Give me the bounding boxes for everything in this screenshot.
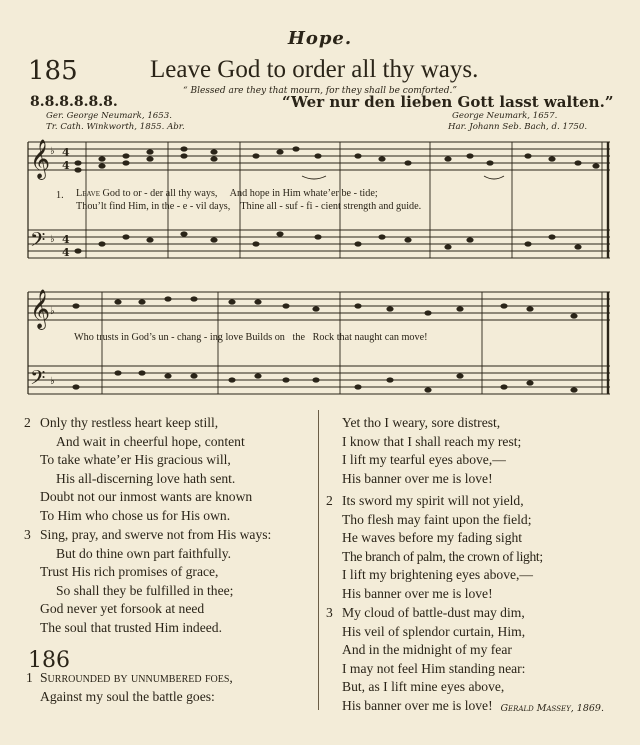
verse-line: Yet tho I weary, sore distrest, (342, 415, 501, 430)
verse-line: To take whate’er His gracious will, (40, 452, 231, 468)
verse-line: To Him who chose us for His own. (40, 507, 231, 523)
syllable: whate’er (303, 188, 339, 199)
syllable: vil (195, 201, 207, 212)
verse-line: Only thy restless heart keep still, (40, 415, 219, 430)
verse-line: So shall they be fulfilled in thee; (56, 582, 234, 598)
syllable: Rock (312, 332, 335, 343)
verse-line: But, as I lift mine eyes above, (342, 679, 505, 695)
treble-clef-icon: 𝄞 (30, 139, 51, 179)
syllable: - (353, 188, 358, 199)
hymn-number-186: 186 (28, 648, 70, 673)
verse-line: And in the midnight of my fear (342, 642, 512, 658)
syllable: - (300, 201, 304, 212)
verse-line: He waves before my fading sight (342, 530, 523, 546)
svg-text:4: 4 (62, 246, 70, 259)
verse-line: I lift my tearful eyes above,— (342, 452, 506, 468)
syllable: strength (343, 201, 377, 212)
verse-line: Doubt not our inmost wants are known (40, 489, 253, 505)
verse-line: His banner over me is love! (342, 697, 493, 713)
original-title: “Wer nur den lieben Gott lasst walten.” (282, 93, 614, 111)
bass-clef-icon: 𝄢 (30, 228, 46, 256)
syllable: the (161, 201, 175, 212)
verse-number: 3 (24, 527, 31, 542)
syllable: - (176, 201, 181, 212)
verse-line: His banner over me is love! (342, 470, 493, 486)
verse-1-continued (342, 414, 638, 488)
syllable: fi (306, 201, 313, 212)
verse-line: Its sword my spirit will not yield, (342, 493, 524, 508)
syllable: to (122, 188, 131, 199)
syllable: Thine (240, 201, 265, 212)
syllable: in (272, 188, 281, 199)
verse-line: His banner over me is love! (342, 585, 493, 601)
verse-number: 2 (326, 493, 333, 508)
syllable: ing (209, 332, 223, 343)
syllable: all (165, 188, 176, 199)
svg-text:4: 4 (62, 159, 70, 172)
verse-line: God never yet forsook at need (40, 601, 205, 617)
syllable: love (225, 332, 243, 343)
syllable: chang (177, 332, 202, 343)
staff-system2-treble (28, 292, 610, 320)
credit-harmonizer: Har. Johann Seb. Bach, d. 1750. (448, 122, 588, 132)
verse-line: His veil of splendor curtain, Him, (342, 623, 526, 639)
verse-number: 2 (24, 415, 31, 430)
syllable: cient (321, 201, 341, 212)
syllable: ways, (193, 188, 218, 199)
hymn-title: Leave God to order all thy ways. (150, 56, 479, 83)
syllable: Him (282, 188, 301, 199)
verse-line: I lift my brightening eyes above,— (342, 567, 534, 583)
verse-line: And wait in cheerful hope, content (56, 433, 245, 449)
syllable: - (203, 332, 208, 343)
syllable: in (151, 201, 160, 212)
syllable: tide; (359, 188, 378, 199)
meter: 8.8.8.8.8.8. (30, 94, 118, 110)
svg-text:♭: ♭ (50, 376, 55, 387)
syllable: or (133, 188, 142, 199)
syllable: trusts (96, 332, 119, 343)
credit-tune-composer: George Neumark, 1657. (452, 111, 558, 121)
verse-2-left (24, 414, 312, 526)
epigraph: “ Blessed are they that mourn, for they shall be comforted.” (183, 86, 457, 96)
syllable: - (144, 188, 148, 199)
section-heading: Hope. (287, 28, 353, 49)
syllable: Him, (128, 201, 149, 212)
verse-number: 1 (26, 670, 33, 685)
syllable: - (315, 201, 319, 212)
syllable: the (292, 332, 305, 343)
syllable: guide. (396, 201, 422, 212)
verse-line: I may not feel Him standing near: (342, 660, 526, 676)
verse-line: Against my soul the battle goes: (40, 688, 215, 704)
syllable: all (266, 201, 277, 212)
syllable: on (274, 332, 285, 343)
svg-text:♭: ♭ (50, 146, 55, 157)
verse-2-right (326, 492, 638, 604)
verse-line: But do thine own part faithfully. (56, 545, 232, 561)
verse-line: His all-discerning love hath sent. (56, 470, 236, 486)
svg-text:𝄢: 𝄢 (30, 366, 46, 394)
syllable: days, (209, 201, 231, 212)
syllable: be (341, 188, 352, 199)
music-score (18, 130, 618, 410)
credit-text-author: Ger. George Neumark, 1653. (46, 111, 172, 121)
verse-3-left (24, 526, 316, 638)
credit-translator: Tr. Cath. Winkworth, 1855. Abr. (46, 122, 185, 132)
syllable: der (150, 188, 164, 199)
syllable: Builds (245, 332, 273, 343)
syllable: Thou’lt (76, 201, 107, 212)
syllable: in (120, 332, 129, 343)
syllable: Leave (76, 188, 100, 199)
svg-text:4: 4 (62, 233, 70, 246)
verse-line: Trust His rich promises of grace, (40, 564, 219, 580)
syllable: and (378, 201, 394, 212)
syllable: - (189, 201, 194, 212)
verse-line: My cloud of battle-dust may dim, (342, 605, 525, 620)
syllable: e (182, 201, 188, 212)
syllable: un (158, 332, 169, 343)
column-divider (318, 410, 319, 710)
syllable: Who (74, 332, 94, 343)
verse-line: Tho flesh may faint upon the field; (342, 511, 532, 527)
syllable: suf (285, 201, 298, 212)
author-credit: Gerald Massey, 1869. (500, 703, 604, 714)
underlay-line-3 (74, 332, 428, 343)
syllable: that (336, 332, 352, 343)
verse-number: 3 (326, 605, 333, 620)
verse-3-right (326, 604, 638, 716)
syllable: move! (401, 332, 428, 343)
verse-line: I know that I shall reach my rest; (342, 433, 522, 449)
syllable: find (109, 201, 126, 212)
verse-line: Sing, pray, and swerve not from His ways: (40, 527, 272, 542)
syllable: And (229, 188, 248, 199)
staff-system1-bass (28, 230, 610, 258)
verse-line: The soul that trusted Him indeed. (40, 619, 222, 635)
syllable: naught (354, 332, 383, 343)
verse-line: The branch of palm, the crown of light; (342, 548, 543, 564)
underlay-line-1 (76, 188, 378, 199)
syllable: can (384, 332, 399, 343)
svg-text:♭: ♭ (50, 234, 55, 245)
syllable: - (171, 332, 175, 343)
syllable: thy (178, 188, 192, 199)
syllable: God’s (131, 332, 156, 343)
svg-text:4: 4 (62, 146, 70, 159)
underlay-line-2 (76, 201, 421, 212)
svg-text:♭: ♭ (50, 306, 55, 317)
hymn-186-verse-1 (26, 669, 233, 706)
underlay-verse-number: 1. (56, 190, 64, 201)
syllable: - (279, 201, 283, 212)
syllable: hope (249, 188, 270, 199)
svg-text:𝄞: 𝄞 (30, 289, 51, 329)
syllable: God (102, 188, 121, 199)
verse-line: Surrounded by unnumbered foes, (40, 670, 233, 685)
hymn-number: 185 (28, 56, 78, 86)
